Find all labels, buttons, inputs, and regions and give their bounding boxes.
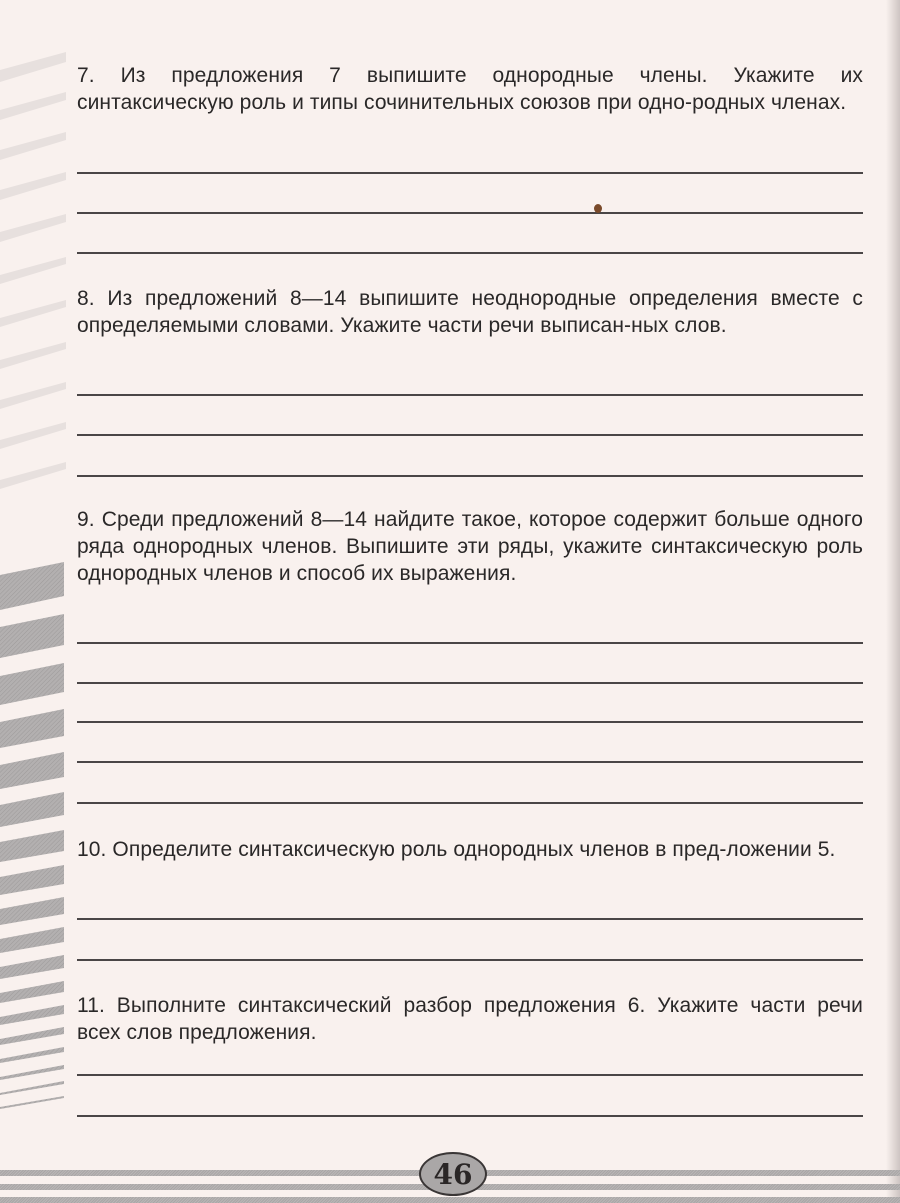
task-11-text: 11. Выполните синтаксический разбор предложения 6. Укажите части речи всех слов предложения. xyxy=(77,994,863,1044)
task-11 xyxy=(77,992,863,1046)
diagonal-stripes-icon xyxy=(0,0,70,1200)
task-8-answer-line-3[interactable] xyxy=(77,475,863,477)
task-9-text: 9. Среди предложений 8—14 найдите такое, которое содержит больше одного ряда однородных членов. Выпишите эти ряды, укажите синтаксическую роль однородных членов и способ их выражения. xyxy=(77,508,863,585)
task-9-answer-line-1[interactable] xyxy=(77,642,863,644)
footer-band-3 xyxy=(0,1197,900,1203)
task-11-answer-line-2[interactable] xyxy=(77,1115,863,1117)
page-number: 46 xyxy=(433,1157,473,1191)
task-7-answer-line-2[interactable] xyxy=(77,212,863,214)
task-9-answer-line-5[interactable] xyxy=(77,802,863,804)
task-7-text: 7. Из предложения 7 выпишите однородные члены. Укажите их синтаксическую роль и типы сочинительных союзов при одно-родных членах. xyxy=(77,64,863,114)
page-edge-shadow xyxy=(886,0,900,1200)
left-margin-decoration xyxy=(0,0,70,1200)
task-10-text: 10. Определите синтаксическую роль однородных членов в пред-ложении 5. xyxy=(77,838,836,861)
task-11-answer-line-1[interactable] xyxy=(77,1074,863,1076)
task-10-answer-line-1[interactable] xyxy=(77,918,863,920)
task-7 xyxy=(77,62,863,116)
task-9-answer-line-3[interactable] xyxy=(77,721,863,723)
task-7-answer-line-1[interactable] xyxy=(77,172,863,174)
ink-smudge xyxy=(594,204,602,213)
task-7-answer-line-3[interactable] xyxy=(77,252,863,254)
task-10-answer-line-2[interactable] xyxy=(77,959,863,961)
task-9-answer-line-2[interactable] xyxy=(77,682,863,684)
task-9 xyxy=(77,506,863,587)
page-number-badge xyxy=(419,1152,487,1196)
task-8 xyxy=(77,285,863,339)
task-10 xyxy=(77,836,863,863)
task-8-answer-line-2[interactable] xyxy=(77,434,863,436)
task-8-text: 8. Из предложений 8—14 выпишите неоднородные определения вместе с определяемыми словами. Укажите части речи выписан-ных слов. xyxy=(77,287,863,337)
task-8-answer-line-1[interactable] xyxy=(77,394,863,396)
task-9-answer-line-4[interactable] xyxy=(77,761,863,763)
